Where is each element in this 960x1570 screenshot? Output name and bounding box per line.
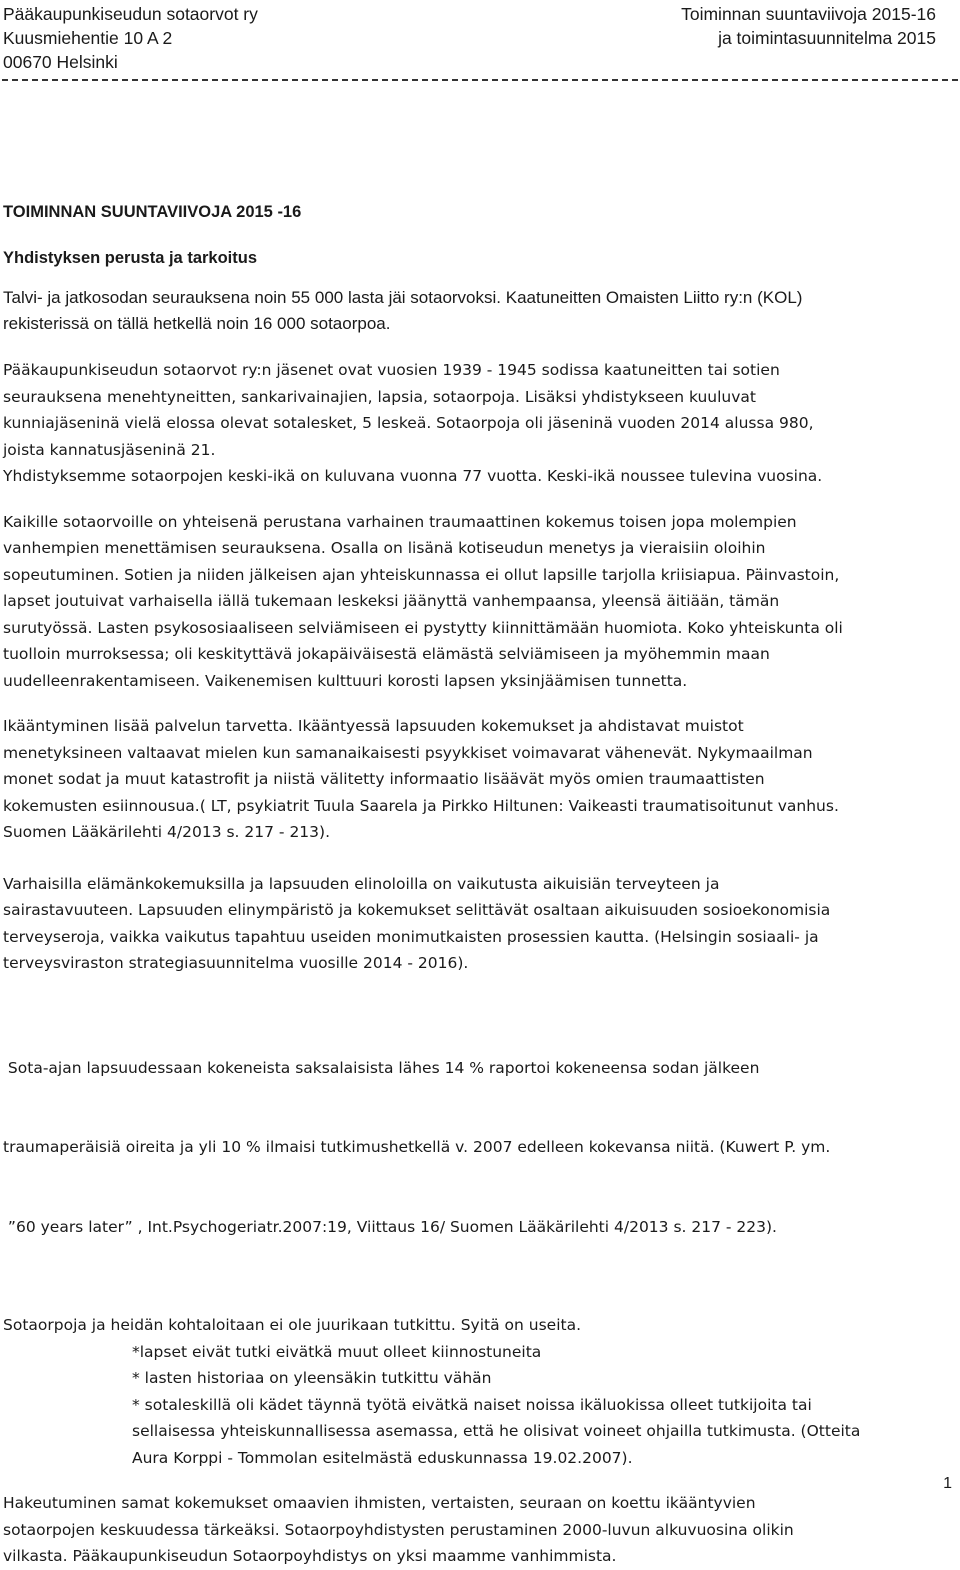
- text-line: monet sodat ja muut katastrofit ja niistä välitetty informaatio lisäävät myös omien traumaattisten: [3, 770, 765, 788]
- list-item: *lapset eivät tutki eivätkä muut olleet kiinnostuneita: [132, 1342, 542, 1361]
- text-line: Sotaorpoja ja heidän kohtaloitaan ei ole juurikaan tutkittu. Syitä on useita.: [3, 1316, 582, 1334]
- text-line: uudelleenrakentamiseen. Vaikenemisen kulttuuri korosti lapsen yksinjäämisen tunnetta.: [3, 671, 688, 690]
- letterhead-sender: [3, 2, 258, 74]
- text-line: Kaikille sotaorvoille on yhteisenä perustana varhainen traumaattinen kokemus toisen jopa molempien: [3, 512, 797, 531]
- text-line: sotaorpojen keskuudessa tärkeäksi. Sotaorpoyhdistysten perustaminen 2000-luvun alkuvuosina olikin: [3, 1520, 794, 1539]
- organization-name: Pääkaupunkiseudun sotaorvot ry: [3, 4, 258, 24]
- text-line: Hakeutuminen samat kokemukset omaavien ihmisten, vertaisten, seuraan on koettu ikääntyvien: [3, 1494, 756, 1512]
- text-line: surutyössä. Lasten psykososiaaliseen selviämiseen ei pystytty kiinnittämään huomiota. Koko yhteiskunta oli: [3, 618, 843, 637]
- page-title: TOIMINNAN SUUNTAVIIVOJA 2015 -16: [3, 203, 302, 221]
- reasons-list: [132, 1339, 953, 1472]
- document-title: Toiminnan suuntaviivoja 2015-16: [681, 4, 936, 24]
- text-line: vanhempien menettämisen seurauksena. Osalla on lisänä kotiseudun menetys ja vieraisiin oloihin: [3, 539, 766, 557]
- document-body: [3, 200, 953, 1570]
- postal-address: 00670 Helsinki: [3, 52, 118, 72]
- aging-paragraph: [3, 713, 953, 846]
- text-line: kunniajäseninä vielä elossa olevat sotalesket, 5 leskeä. Sotaorpoja oli jäseninä vuoden 2014 alussa 980,: [3, 414, 814, 432]
- peer-support-paragraph: [3, 1490, 953, 1570]
- text-line: terveysviraston strategiasuunnitelma vuosille 2014 - 2016).: [3, 954, 469, 972]
- list-item: * sotaleskillä oli kädet täynnä työtä eivätkä naiset noissa ikäluokissa olleet tutkijoita tai: [132, 1395, 812, 1414]
- text-line: ”60 years later” , Int.Psychogeriatr.2007:19, Viittaus 16/ Suomen Lääkärilehti 4/2013 s. 217 - 223).: [3, 1217, 777, 1236]
- list-item: sellaisessa yhteiskunnallisessa asemassa, että he olisivat voineet ohjailla tutkimusta. (Otteita: [132, 1422, 861, 1440]
- list-item: Aura Korppi - Tommolan esitelmästä eduskunnassa 19.02.2007).: [132, 1448, 633, 1467]
- text-line: Talvi- ja jatkosodan seurauksena noin 55 000 lasta jäi sotaorvoksi. Kaatuneitten Omaisten Liitto ry:n (KOL): [3, 288, 803, 307]
- page-number: 1: [943, 1475, 952, 1492]
- text-line: menetyksineen valtaavat mielen kun samanaikaisesti psyykkiset voimavarat vähenevät. Nykymaailman: [3, 743, 813, 762]
- text-line: Ikääntyminen lisää palvelun tarvetta. Ikääntyessä lapsuuden kokemukset ja ahdistavat muistot: [3, 717, 744, 735]
- intro-paragraph: [3, 285, 953, 337]
- document-subtitle: ja toimintasuunnitelma 2015: [718, 28, 936, 48]
- trauma-paragraph: [3, 509, 953, 695]
- text-line: rekisterissä on tällä hetkellä noin 16 000 sotaorpoa.: [3, 314, 391, 333]
- text-line: Varhaisilla elämänkokemuksilla ja lapsuuden elinoloilla on vaikutusta aikuisiän terveyteen ja: [3, 874, 720, 893]
- letterhead-document: [681, 2, 936, 50]
- members-paragraph: [3, 357, 953, 490]
- text-line: terveyseroja, vaikka vaikutus tapahtuu useiden monimutkaisten prosessien kautta. (Helsingin sosiaali- ja: [3, 927, 819, 946]
- reasons-paragraph: [3, 1312, 953, 1471]
- text-line: kokemusten esiinnousua.( LT, psykiatrit Tuula Saarela ja Pirkko Hiltunen: Vaikeasti traumatisoitunut vanhus.: [3, 796, 839, 815]
- text-line: joista kannatusjäseninä 21.: [3, 440, 216, 459]
- header-divider: [2, 79, 958, 81]
- text-line: sairastavuuteen. Lapsuuden elinympäristö ja kokemukset selittävät osaltaan aikuisuuden sosioekonomisia: [3, 901, 831, 919]
- text-line: tuolloin murroksessa; oli keskityttävä jokapäiväisestä elämästä selviämiseen ja myöhemmin maan: [3, 645, 770, 663]
- text-line: Suomen Lääkärilehti 4/2013 s. 217 - 213).: [3, 823, 330, 841]
- text-line: sopeutuminen. Sotien ja niiden jälkeisen ajan yhteiskunnassa ei ollut lapsille tarjolla kriisiapua. Päinvastoin,: [3, 565, 840, 584]
- text-line: lapset joutuivat varhaisella iällä tukemaan leskeksi jäänyttä vanhempaansa, yleensä äitiään, tämän: [3, 592, 780, 610]
- health-paragraph: [3, 871, 953, 977]
- list-item: * lasten historiaa on yleensäkin tutkittu vähän: [132, 1369, 492, 1387]
- section-heading: Yhdistyksen perusta ja tarkoitus: [3, 249, 258, 267]
- text-line: Pääkaupunkiseudun sotaorvot ry:n jäsenet ovat vuosien 1939 - 1945 sodissa kaatuneitten tai sotien: [3, 361, 780, 379]
- text-line: Yhdistyksemme sotaorpojen keski-ikä on kuluvana vuonna 77 vuotta. Keski-ikä noussee tulevina vuosina.: [3, 467, 823, 485]
- text-line: vilkasta. Pääkaupunkiseudun Sotaorpoyhdistys on yksi maamme vanhimmista.: [3, 1547, 617, 1565]
- text-line: seurauksena menehtyneitten, sankarivainajien, lapsia, sotaorpoja. Lisäksi yhdistykseen kuuluvat: [3, 387, 756, 406]
- text-line: Sota-ajan lapsuudessaan kokeneista saksalaisista lähes 14 % raportoi kokeneensa sodan jälkeen: [3, 1058, 760, 1077]
- street-address: Kuusmiehentie 10 A 2: [3, 28, 173, 48]
- research-paragraph: [3, 1002, 953, 1294]
- text-line: traumaperäisiä oireita ja yli 10 % ilmaisi tutkimushetkellä v. 2007 edelleen kokevansa niitä. (Kuwert P. ym.: [3, 1138, 831, 1156]
